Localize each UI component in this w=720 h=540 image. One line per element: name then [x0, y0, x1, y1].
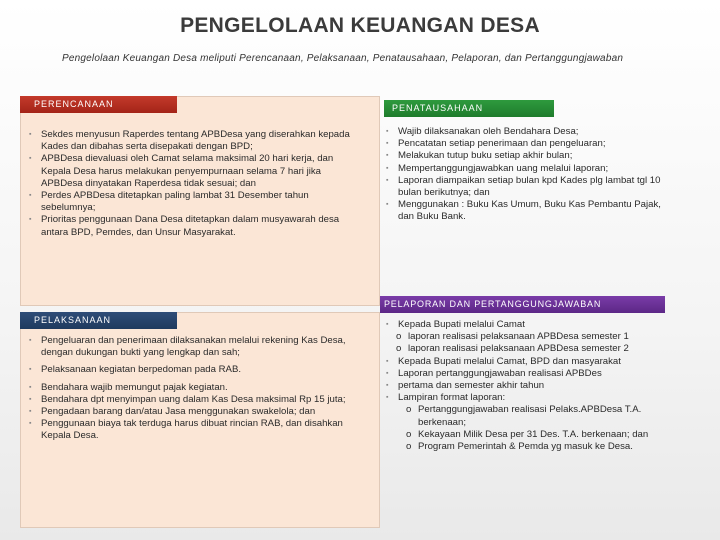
perencanaan-list: [27, 129, 362, 239]
list-item: ▪ pertama dan semester akhir tahun: [384, 380, 684, 392]
list-item: ▪ Pengadaan barang dan/atau Jasa menggunakan swakelola; dan: [27, 406, 362, 418]
perencanaan-heading: PERENCANAAN: [20, 96, 177, 113]
list-item: ▪ Wajib dilaksanakan oleh Bendahara Desa;: [384, 126, 676, 138]
list-item: ▪ Bendahara dpt menyimpan uang dalam Kas Desa maksimal Rp 15 juta;: [27, 394, 362, 406]
penatausahaan-heading: PENATAUSAHAAN: [384, 100, 554, 117]
list-item: ▪ Laporan pertanggungjawaban realisasi APBDes: [384, 368, 684, 380]
pelaporan-sublist-5: [394, 404, 684, 453]
pelaksanaan-heading: PELAKSANAAN: [20, 312, 177, 329]
list-item: [384, 392, 684, 453]
pelaporan-item-1: Kepada Bupati melalui Camat: [398, 319, 525, 330]
list-item: ▪ Melakukan tutup buku setiap akhir bulan;: [384, 150, 676, 162]
pelaporan-sublist-1: [384, 331, 684, 355]
pelaporan-heading: PELAPORAN DAN PERTANGGUNGJAWABAN: [380, 296, 665, 313]
sub-list-item: o Pertanggungjawaban realisasi Pelaks.APBDesa T.A. berkenaan;: [394, 404, 684, 428]
pelaporan-item-5: Lampiran format laporan:: [398, 392, 506, 404]
pelaporan-panel: [380, 296, 700, 496]
list-item: ▪ Pencatatan setiap penerimaan dan pengeluaran;: [384, 138, 676, 150]
list-item: ▪ Perdes APBDesa ditetapkan paling lambat 31 Desember tahun sebelumnya;: [27, 190, 362, 214]
list-item: [384, 319, 684, 356]
list-item: ▪ Penggunaan biaya tak terduga harus dibuat rincian RAB, dan disahkan Kepala Desa.: [27, 418, 362, 442]
sub-list-item: o laporan realisasi pelaksanaan APBDesa semester 1: [384, 331, 684, 343]
pelaporan-list: [384, 319, 684, 453]
pelaksanaan-panel: [20, 312, 380, 528]
list-item: ▪ Pelaksanaan kegiatan berpedoman pada RAB.: [27, 364, 362, 376]
list-item: ▪ APBDesa dievaluasi oleh Camat selama maksimal 20 hari kerja, dan Kepala Desa harus melakukan penyempurnaan selama 7 hari jika APBDesa dinyatakan Raperdesa tidak sesuai; dan: [27, 153, 362, 190]
list-item: ▪ Menggunakan : Buku Kas Umum, Buku Kas Pembantu Pajak, dan Buku Bank.: [384, 199, 676, 223]
list-item: ▪ Sekdes menyusun Raperdes tentang APBDesa yang diserahkan kepada Kades dan dibahas serta disepakati dengan BPD;: [27, 129, 362, 153]
page-subtitle: Pengelolaan Keuangan Desa meliputi Perencanaan, Pelaksanaan, Penatausahaan, Pelaporan, dan Pertanggungjawaban: [62, 53, 624, 64]
penatausahaan-panel: [384, 100, 684, 240]
list-item: ▪ Mempertanggungjawabkan uang melalui laporan;: [384, 163, 676, 175]
sub-list-item: o Kekayaan Milik Desa per 31 Des. T.A. berkenaan; dan: [394, 429, 684, 441]
list-item: ▪ Bendahara wajib memungut pajak kegiatan.: [27, 382, 362, 394]
list-item: ▪ Pengeluaran dan penerimaan dilaksanakan melalui rekening Kas Desa, dengan dukungan bukti yang lengkap dan sah;: [27, 335, 362, 359]
sub-list-item: o laporan realisasi pelaksanaan APBDesa semester 2: [384, 343, 684, 355]
page-title: PENGELOLAAN KEUANGAN DESA: [180, 14, 540, 37]
list-item: ▪ Laporan diampaikan setiap bulan kpd Kades plg lambat tgl 10 bulan berikutnya; dan: [384, 175, 676, 199]
sub-list-item: o Program Pemerintah & Pemda yg masuk ke Desa.: [394, 441, 684, 453]
perencanaan-panel: [20, 96, 380, 306]
list-item: ▪ Kepada Bupati melalui Camat, BPD dan masyarakat: [384, 356, 684, 368]
pelaksanaan-list: [27, 335, 362, 443]
list-item: ▪ Prioritas penggunaan Dana Desa ditetapkan dalam musyawarah desa antara BPD, Pemdes, dan Unsur Masyarakat.: [27, 214, 362, 238]
penatausahaan-list: [384, 126, 676, 224]
